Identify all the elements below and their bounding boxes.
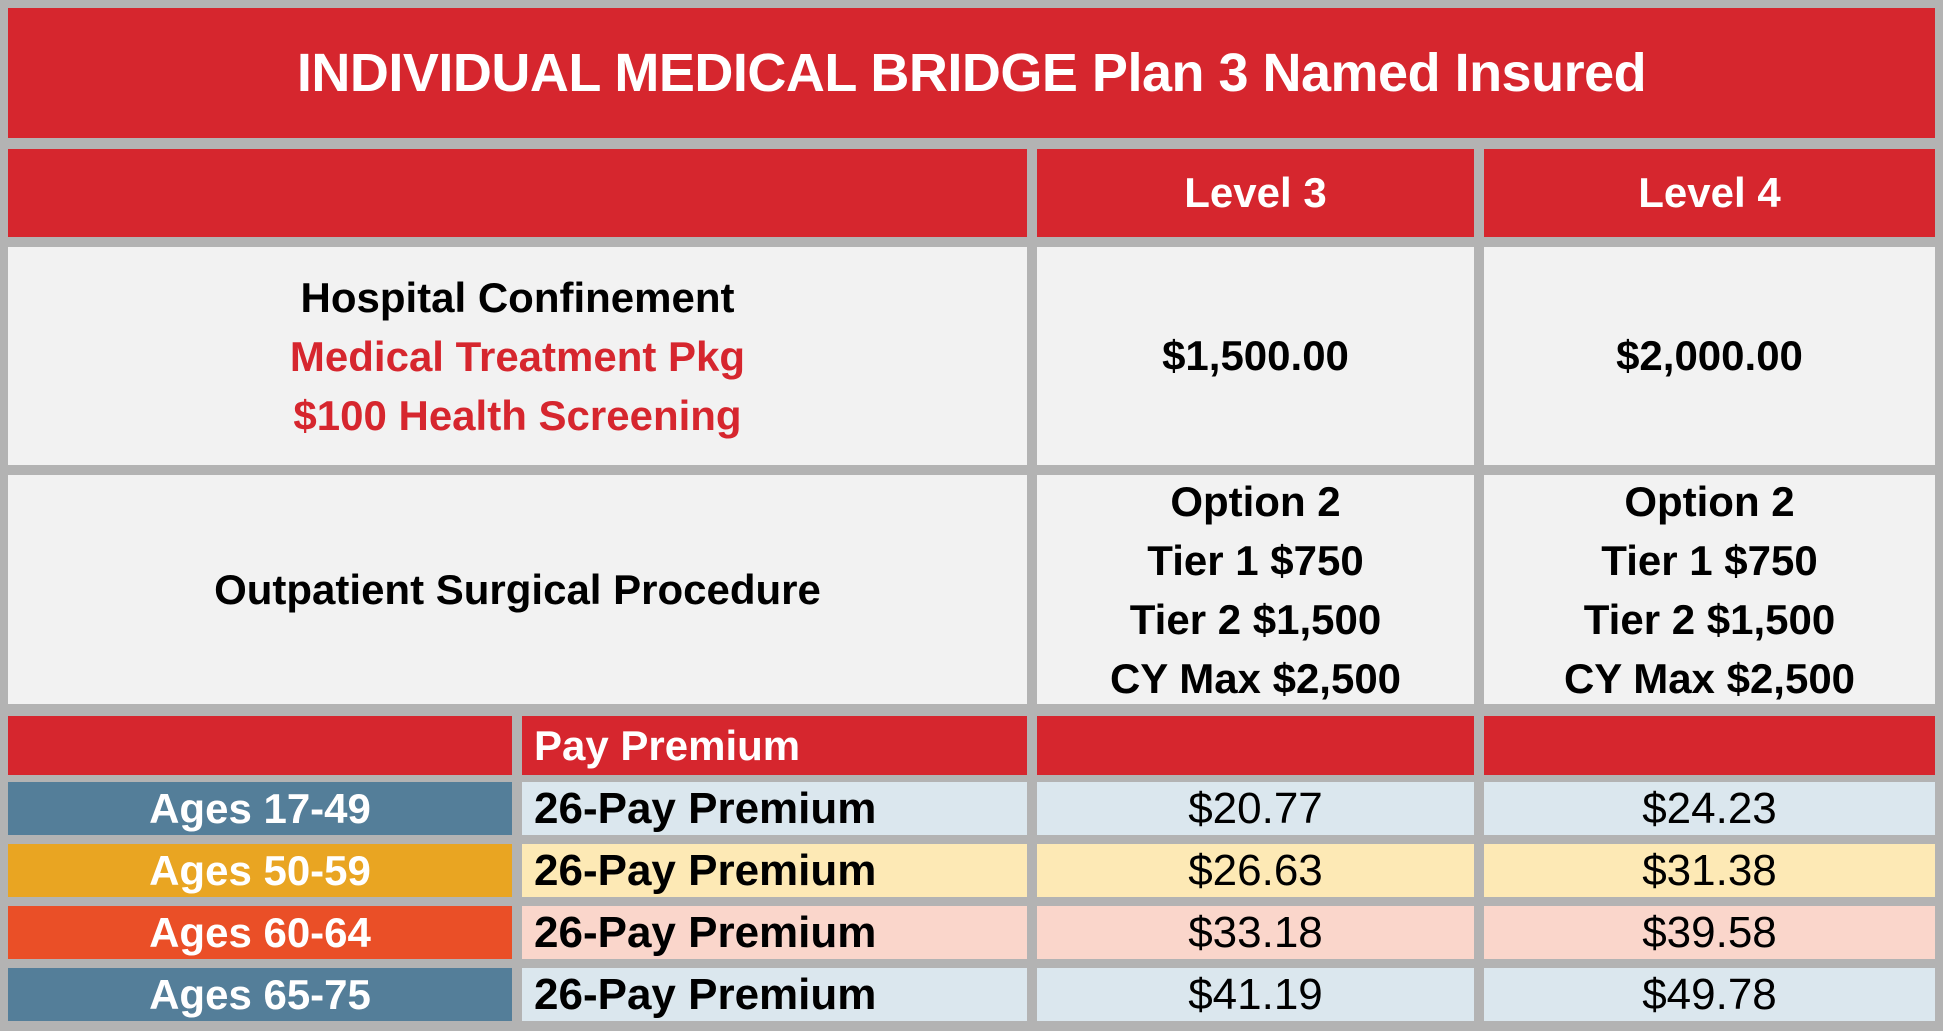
header-blank-cell: [8, 149, 1027, 237]
tier-2-text: Tier 2 $1,500: [1583, 595, 1836, 643]
cy-max-text: CY Max $2,500: [1109, 654, 1402, 702]
medical-treatment-text: Medical Treatment Pkg: [289, 332, 746, 380]
premium-level-4: $49.78: [1484, 968, 1935, 1021]
premium-level-4: $31.38: [1484, 844, 1935, 897]
premium-level-4: $24.23: [1484, 782, 1935, 835]
pay-type-label: 26-Pay Premium: [522, 844, 1027, 897]
pay-type-label: 26-Pay Premium: [522, 968, 1027, 1021]
age-band-label: Ages 50-59: [8, 844, 512, 897]
outpatient-value-level-3: [1037, 475, 1474, 704]
hospital-value-level-3: $1,500.00: [1037, 247, 1474, 465]
cy-max-text: CY Max $2,500: [1563, 654, 1856, 702]
premium-level-4: $39.58: [1484, 906, 1935, 959]
premium-header-level-4: [1484, 716, 1935, 775]
premium-level-3: $33.18: [1037, 906, 1474, 959]
premium-level-3: $41.19: [1037, 968, 1474, 1021]
tier-1-text: Tier 1 $750: [1147, 536, 1364, 584]
tier-1-text: Tier 1 $750: [1601, 536, 1818, 584]
premium-level-3: $26.63: [1037, 844, 1474, 897]
outpatient-label: Outpatient Surgical Procedure: [8, 475, 1027, 704]
age-band-label: Ages 17-49: [8, 782, 512, 835]
health-screening-text: $100 Health Screening: [293, 391, 742, 439]
pay-type-label: 26-Pay Premium: [522, 782, 1027, 835]
premium-header-label: Pay Premium: [522, 716, 1027, 775]
premium-header-blank: [8, 716, 512, 775]
column-header-level-3: Level 3: [1037, 149, 1474, 237]
hospital-confinement-text: Hospital Confinement: [300, 273, 735, 321]
option-text: Option 2: [1170, 477, 1341, 525]
premium-header-level-3: [1037, 716, 1474, 775]
premium-level-3: $20.77: [1037, 782, 1474, 835]
tier-2-text: Tier 2 $1,500: [1129, 595, 1382, 643]
age-band-label: Ages 65-75: [8, 968, 512, 1021]
table-title: INDIVIDUAL MEDICAL BRIDGE Plan 3 Named Insured: [8, 8, 1935, 138]
hospital-benefit-label: [8, 247, 1027, 465]
age-band-label: Ages 60-64: [8, 906, 512, 959]
outpatient-value-level-4: [1484, 475, 1935, 704]
pay-type-label: 26-Pay Premium: [522, 906, 1027, 959]
hospital-value-level-4: $2,000.00: [1484, 247, 1935, 465]
column-header-level-4: Level 4: [1484, 149, 1935, 237]
option-text: Option 2: [1624, 477, 1795, 525]
